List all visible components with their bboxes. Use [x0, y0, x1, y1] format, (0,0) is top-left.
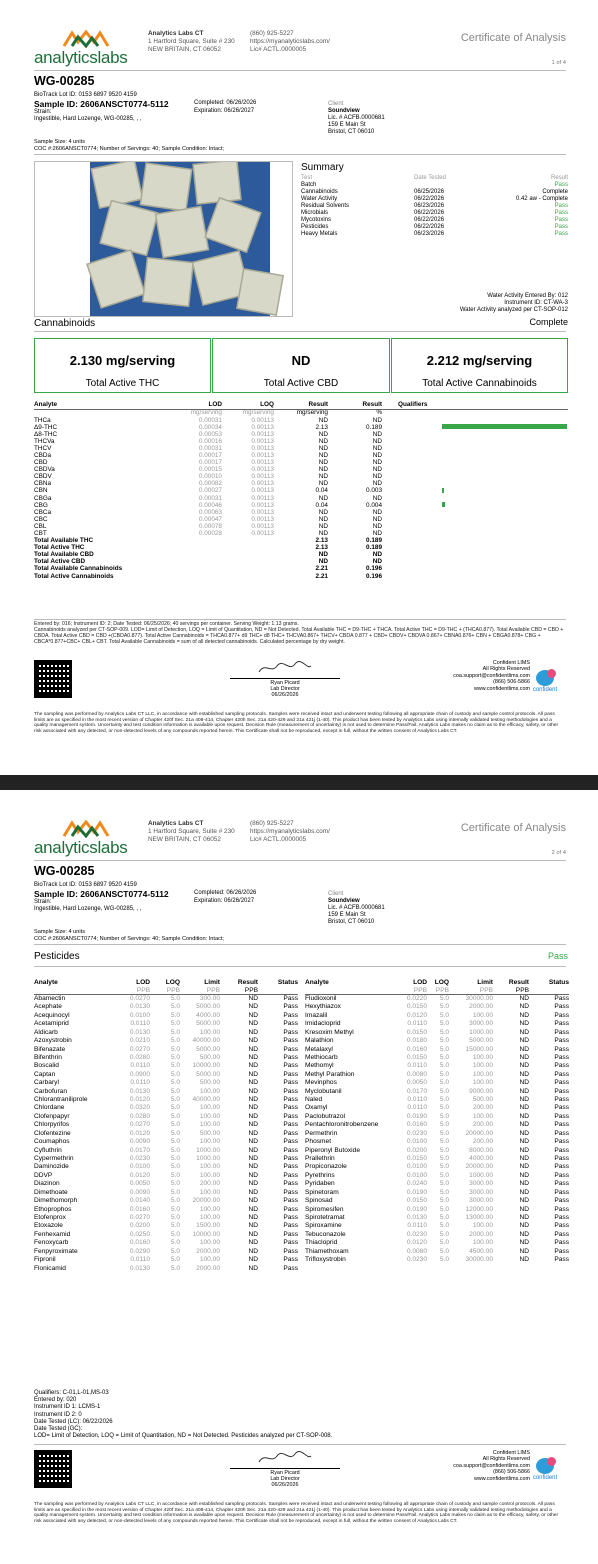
pesticide-table-right: Analyte LOD LOQ Limit Result Status PPB PPB PPB PPB Fludioxonil 0.0220 5.0 30000.00 ND Pass Hexythiazox 0.0150 5.0 2000.00 ND Pass Imazalil 0.0120 5.0 100.00 ND Pass Imidacloprid 0.0110 5.0 3000.00 ND Pass Kresoxim Methyl 0.0150 5.0 1000.00 ND Pass Malathion 0.0180 5.0 5000.00 ND Pass Metalaxyl 0.0160 5.0 15000.00 ND Pass Methiocarb 0.0150 5.0 100.00 ND Pass Methomyl 0.0110 5.0 100.00 ND Pass Methyl Parathion 0.0080 5.0 100.00 ND Pass Mevinphos 0.0050 5.0 100.00 ND Pass Myclobutanil 0.0170 5.0 9000.00 ND Pass Naled 0.0110 5.0 500.00 ND Pass Oxamyl 0.0110 5.0 200.00 ND Pass Paclobutrazol 0.0190 5.0 100.00 ND Pass Pentachloronitrobenzene 0.0160 5.0 200.00 ND Pass Permethrin 0.0230 5.0 20000.00 ND Pass Phosmet 0.0100 5.0 200.00 ND Pass Piperonyl Butoxide 0.0200 5.0 8000.00 ND Pass Prallethrin 0.0150 5.0 4000.00 ND Pass Propiconazole 0.0100 5.0 20000.00 ND Pass Pyrethrins 0.0100 5.0 1000.00 ND Pass Pyridaben 0.0240 5.0 3000.00 ND Pass Spinetoram 0.0190 5.0 3000.00 ND Pass Spinosad 0.0150 5.0 3000.00 ND Pass Spiromesifen 0.0190 5.0 12000.00 ND Pass Spirotetramat 0.0130 5.0 13000.00 ND Pass Spiroxamine 0.0110 5.0 100.00 ND Pass Tebuconazole 0.0230 5.0 2000.00 ND Pass Thiacloprid 0.0120 5.0 100.00 ND Pass Thiamethoxam 0.0080 5.0 4500.00 ND Pass Trifloxystrobin 0.0230 5.0 30000.00 ND Pass [305, 979, 569, 1264]
pesticides-status: Pass [547, 951, 568, 961]
pesticide-row: Tebuconazole 0.0230 5.0 2000.00 ND Pass [305, 1230, 569, 1238]
pesticide-row: Spiroxamine 0.0110 5.0 100.00 ND Pass [305, 1222, 569, 1230]
pesticide-row: Phosmet 0.0100 5.0 200.00 ND Pass [305, 1138, 569, 1146]
pesticide-row: Chlordane 0.0320 5.0 100.00 ND Pass [34, 1104, 298, 1112]
pesticide-row: Etofenprox 0.0270 5.0 100.00 ND Pass [34, 1213, 298, 1221]
signature-image [255, 660, 315, 676]
pesticide-row: Methyl Parathion 0.0080 5.0 100.00 ND Pass [305, 1070, 569, 1078]
confident-logo-2: confident [528, 1458, 562, 1481]
summary-title: Summary [301, 162, 344, 173]
pesticide-row: Prallethrin 0.0150 5.0 4000.00 ND Pass [305, 1155, 569, 1163]
cannabinoid-total-row: Total Active Cannabinoids 2.21 0.196 [34, 572, 382, 580]
doc-id: WG-00285 [34, 74, 95, 88]
signature-block: Ryan Picard Lab Director 06/26/2026 [230, 660, 340, 698]
pesticide-row: Carbaryl 0.0110 5.0 500.00 ND Pass [34, 1079, 298, 1087]
cannabinoid-row: CBT 0.00028 0.00113 ND ND [34, 530, 568, 537]
pesticides-title: Pesticides [34, 951, 80, 962]
pesticide-row: Thiamethoxam 0.0080 5.0 4500.00 ND Pass [305, 1247, 569, 1255]
sample-dates: Completed: 06/26/2026 Expiration: 06/26/2027 [194, 890, 257, 904]
qualifier-cell [382, 530, 568, 537]
logo-word: analytics [34, 48, 98, 67]
cannabinoid-total-row: Total Active CBD ND ND [34, 558, 382, 566]
doc-title: Certificate of Analysis [460, 822, 566, 834]
summary-row: Heavy Metals 06/23/2026 Pass [301, 231, 568, 237]
strain: Strain: Ingestible, Hard Lozenge, WG-00285, , , [34, 899, 142, 912]
pesticide-row: Methomyl 0.0110 5.0 100.00 ND Pass [305, 1062, 569, 1070]
qualifier-cell [382, 516, 568, 523]
result-bar [442, 502, 445, 507]
pesticide-row: Pyridaben 0.0240 5.0 3000.00 ND Pass [305, 1180, 569, 1188]
lims-info-2: Confident LIMS All Rights Reserved coa.support@confidentlims.com (866) 506-5866 www.confidentlims.com [453, 1450, 530, 1482]
cannabinoid-row: CBL 0.00078 0.00113 ND ND [34, 523, 568, 530]
pesticide-row: Thiacloprid 0.0120 5.0 100.00 ND Pass [305, 1239, 569, 1247]
qr-code [34, 660, 72, 698]
pesticide-row: Pentachloronitrobenzene 0.0160 5.0 200.00 ND Pass [305, 1121, 569, 1129]
pesticide-row: Cyfluthrin 0.0170 5.0 1000.00 ND Pass [34, 1146, 298, 1154]
signature-block-2: Ryan Picard Lab Director 06/26/2026 [230, 1450, 340, 1488]
pesticide-table-left: Analyte LOD LOQ Limit Result Status PPB PPB PPB PPB Abamectin 0.0270 5.0 300.00 ND Pass Acephate 0.0130 5.0 5000.00 ND Pass Acequinocyl 0.0100 5.0 4000.00 ND Pass Acetamiprid 0.0110 5.0 5000.00 ND Pass Aldicarb 0.0130 5.0 100.00 ND Pass Azoxystrobin 0.0210 5.0 40000.00 ND Pass Bifenazate 0.0270 5.0 5000.00 ND Pass Bifenthrin 0.0280 5.0 500.00 ND Pass Boscalid 0.0110 5.0 10000.00 ND Pass Captan 0.0900 5.0 5000.00 ND Pass Carbaryl 0.0110 5.0 500.00 ND Pass Carbofuran 0.0130 5.0 100.00 ND Pass Chlorantraniliprole 0.0120 5.0 40000.00 ND Pass Chlordane 0.0320 5.0 100.00 ND Pass Clofenpapyr 0.0280 5.0 100.00 ND Pass Chlorpyrifos 0.0270 5.0 100.00 ND Pass Clofentezine 0.0120 5.0 500.00 ND Pass Coumaphos 0.0090 5.0 100.00 ND Pass Cyfluthrin 0.0170 5.0 1000.00 ND Pass Cypermethrin 0.0230 5.0 1000.00 ND Pass Daminozide 0.0100 5.0 100.00 ND Pass DDVP 0.0120 5.0 100.00 ND Pass Diazinon 0.0050 5.0 200.00 ND Pass Dimethoate 0.0090 5.0 100.00 ND Pass Dimethomorph 0.0140 5.0 20000.00 ND Pass Ethoprophos 0.0160 5.0 100.00 ND Pass Etofenprox 0.0270 5.0 100.00 ND Pass Etoxazole 0.0200 5.0 1500.00 ND Pass Fenhexamid 0.0250 5.0 10000.00 ND Pass Fenoxycarb 0.0160 5.0 100.00 ND Pass Fenpyroximate 0.0290 5.0 2000.00 ND Pass Fipronil 0.0110 5.0 100.00 ND Pass Flonicamid 0.0130 5.0 2000.00 ND Pass [34, 979, 298, 1272]
lab-contact: (860) 925-5227 https://myanalyticslabs.com/ Lic# ACTL.0000005 [250, 820, 330, 843]
cannabinoid-row: CBDVa 0.00015 0.00113 ND ND [34, 466, 568, 473]
total-cannabinoids-box: 2.212 mg/serving Total Active Cannabinoids [391, 338, 568, 393]
pesticide-row: Myclobutanil 0.0170 5.0 9000.00 ND Pass [305, 1087, 569, 1095]
pesticide-row: Propiconazole 0.0100 5.0 20000.00 ND Pass [305, 1163, 569, 1171]
summary-row: Mycotoxins 06/22/2026 Pass [301, 217, 568, 223]
pesticide-row: Etoxazole 0.0200 5.0 1500.00 ND Pass [34, 1222, 298, 1230]
cannabinoid-notes: Entered by: 016; Instrument ID: 2; Date Tested: 06/25/2026; 40 servings per container. Serving Weight: 1.13 grams. Cannabinoids analyzed per CT-SOP-009. LOD= Limit of Detection, LOQ = Limit of Quantitation, ND = Not Detected. Total Available THC = D9-THC + THCA. Total Active THC = D9-THC + (THCA0.877). Total Available CBD = CBD + CBDA. Total Active CBD = CBD +(CBDA0.877). Total Active Cannabinoids = THCA0.877+ d9 THC+ d8 THC+ THCVA0.867+ THCV+ CBDA 0.877 + CBD+ CBDV+ CBDVA 0.867+ CBNA0.876+ CBN + CBGA0.878+ CBG + CBCA*0.877+CBC+ CBL+ CBT. Total Available Cannabinoids = sum of all detected cannabinoids. Calculated percentage by dry weight. [34, 621, 564, 645]
pesticide-row: Clofenpapyr 0.0280 5.0 100.00 ND Pass [34, 1112, 298, 1120]
sample-size: Sample Size: 4 units COC #:2606ANSCT0774; Number of Servings: 40; Sample Condition: Intact; [34, 139, 224, 152]
page-separator [0, 775, 598, 790]
cannabinoid-row: CBDa 0.00017 0.00113 ND ND [34, 452, 568, 459]
pesticide-row: Aldicarb 0.0130 5.0 100.00 ND Pass [34, 1028, 298, 1036]
pesticide-row: Piperonyl Butoxide 0.0200 5.0 8000.00 ND Pass [305, 1146, 569, 1154]
pesticide-row: Coumaphos 0.0090 5.0 100.00 ND Pass [34, 1138, 298, 1146]
pesticide-row: Naled 0.0110 5.0 500.00 ND Pass [305, 1096, 569, 1104]
qualifier-cell [382, 452, 568, 459]
signature-image-2 [255, 1450, 315, 1466]
summary-row: Residual Solvents 06/23/2026 Pass [301, 203, 568, 209]
result-bar [442, 424, 567, 429]
pesticide-row: Daminozide 0.0100 5.0 100.00 ND Pass [34, 1163, 298, 1171]
water-activity-info: Water Activity Entered By: 012 Instrument ID: CT-WA-3 Water Activity analyzed per CT-SOP-012 [459, 293, 568, 313]
pesticide-row: Spinosad 0.0150 5.0 3000.00 ND Pass [305, 1197, 569, 1205]
pesticide-row: Pyrethrins 0.0100 5.0 1000.00 ND Pass [305, 1171, 569, 1179]
summary-row: Pesticides 06/22/2026 Pass [301, 224, 568, 230]
doc-title: Certificate of Analysis [460, 32, 566, 44]
pesticide-row: Chlorantraniliprole 0.0120 5.0 40000.00 ND Pass [34, 1096, 298, 1104]
analytics-labs-logo [34, 30, 138, 68]
pesticide-notes: Qualifiers: C-01,L-01,MS-03 Entered by: 020 Instrument ID 1: LCMS-1 Instrument ID 2: 0 Date Tested (LC): 06/22/2026 Date Tested (GC): LOD= Limit of Detection, LOQ = Limit of Quantitation, ND = Not Detected. Pesticides analyzed per CT-SOP-008. [34, 1390, 333, 1440]
lims-info: Confident LIMS All Rights Reserved coa.support@confidentlims.com (866) 506-5866 www.confidentlims.com [453, 660, 530, 692]
pesticide-row: Oxamyl 0.0110 5.0 200.00 ND Pass [305, 1104, 569, 1112]
pesticide-row: Paclobutrazol 0.0190 5.0 100.00 ND Pass [305, 1112, 569, 1120]
cannabinoids-status: Complete [529, 317, 568, 327]
qualifier-cell [382, 445, 568, 452]
pesticide-row: Imidacloprid 0.0110 5.0 3000.00 ND Pass [305, 1020, 569, 1028]
pesticide-row: Chlorpyrifos 0.0270 5.0 100.00 ND Pass [34, 1121, 298, 1129]
doc-id: WG-00285 [34, 864, 95, 878]
cannabinoid-row: CBC 0.00047 0.00113 ND ND [34, 516, 568, 523]
cannabinoid-row: Δ8-THC 0.00053 0.00113 ND ND [34, 431, 568, 438]
sample-id: Sample ID: 2606ANSCT0774-5112 [34, 889, 169, 899]
pesticide-row: Fenhexamid 0.0250 5.0 10000.00 ND Pass [34, 1230, 298, 1238]
cannabinoid-row: CBG 0.00046 0.00113 0.04 0.004 [34, 502, 568, 509]
qualifier-cell [382, 417, 568, 424]
cannabinoid-total-row: Total Active THC 2.13 0.189 [34, 544, 382, 552]
pesticide-row: Mevinphos 0.0050 5.0 100.00 ND Pass [305, 1079, 569, 1087]
pesticide-row: Flonicamid 0.0130 5.0 2000.00 ND Pass [34, 1264, 298, 1272]
summary-panel [301, 162, 568, 238]
qualifier-cell [382, 466, 568, 473]
pesticide-row: Imazalil 0.0120 5.0 100.00 ND Pass [305, 1011, 569, 1019]
qualifier-cell [382, 495, 568, 502]
summary-row: Water Activity 06/22/2026 0.42 aw - Complete [301, 196, 568, 202]
cannabinoids-title: Cannabinoids [34, 318, 96, 329]
pesticide-row: Dimethoate 0.0090 5.0 100.00 ND Pass [34, 1188, 298, 1196]
pesticide-row: Acequinocyl 0.0100 5.0 4000.00 ND Pass [34, 1011, 298, 1019]
qualifier-cell [382, 431, 568, 438]
total-thc-box: 2.130 mg/serving Total Active THC [34, 338, 211, 393]
result-bar [442, 488, 444, 493]
pesticide-row: Diazinon 0.0050 5.0 200.00 ND Pass [34, 1180, 298, 1188]
biotrack-id: BioTrack Lot ID: 0153 6897 9520 4159 [34, 92, 137, 98]
qualifier-cell [382, 509, 568, 516]
pesticide-row: Clofentezine 0.0120 5.0 500.00 ND Pass [34, 1129, 298, 1137]
pesticide-row: Captan 0.0900 5.0 5000.00 ND Pass [34, 1070, 298, 1078]
pesticide-row: Spirotetramat 0.0130 5.0 13000.00 ND Pass [305, 1213, 569, 1221]
cannabinoid-row: CBN 0.00027 0.00113 0.04 0.003 [34, 487, 568, 494]
cannabinoid-row: CBCa 0.00063 0.00113 ND ND [34, 509, 568, 516]
pesticide-row: Bifenazate 0.0270 5.0 5000.00 ND Pass [34, 1045, 298, 1053]
confident-logo: confident [528, 670, 562, 693]
cannabinoid-table: Analyte LOD LOQ Result Result Qualifiers mg/serving mg/serving mg/serving % THCa 0.00031 0.00113 ND ND Δ9-THC 0.00034 0.00113 2.13 0.189 Δ8-THC 0.00053 0.00113 ND ND THCVa 0.00016 0.00113 ND ND THCV 0.00031 0.00113 ND ND CBDa 0.00017 0.00113 ND ND CBD 0.00017 0.00113 ND ND CBDVa 0.00015 0.00113 ND ND CBDV 0.00010 0.00113 ND ND CBNa 0.00082 0.00113 ND ND CBN 0.00027 0.00113 0.04 0.003 CBGa 0.00031 0.00113 ND ND CBG 0.00046 0.00113 0.04 0.004 CBCa 0.00063 0.00113 ND ND CBC 0.00047 0.00113 ND ND CBL 0.00078 0.00113 ND ND CBT 0.00028 0.00113 ND ND Total Available THC 2.13 0.189 Total Active THC 2.13 0.189 Total Available CBD ND ND Total Active CBD ND ND Total Available Cannabinoids 2.21 0.196 Total Active Cannabinoids 2.21 0.196 [34, 401, 568, 580]
pesticide-row: Hexythiazox 0.0150 5.0 2000.00 ND Pass [305, 1003, 569, 1011]
pesticide-row: Carbofuran 0.0130 5.0 100.00 ND Pass [34, 1087, 298, 1095]
pesticide-row: Metalaxyl 0.0160 5.0 15000.00 ND Pass [305, 1045, 569, 1053]
biotrack-id: BioTrack Lot ID: 0153 6897 9520 4159 [34, 882, 137, 888]
client-info: Client Soundview Lic. # ACFB.0000681 159 E Main St Bristol, CT 06010 [328, 891, 385, 925]
cannabinoid-row: CBGa 0.00031 0.00113 ND ND [34, 495, 568, 502]
lab-address: Analytics Labs CT 1 Hartford Square, Suite # 230 NEW BRITAIN, CT 06052 [148, 30, 235, 53]
disclaimer-2: The sampling was performed by Analytics Labs CT LLC, in accordance with established sampling protocols. Samples were received intact and underwent testing following all appropriate chain of custody and sample control protocols. All pass limits are as specified in the most recent version of Chapter 420f Sec. 21a 408-414, Chapter 420h Sec. 21a 420-429 and 21a 421j (1-40). This product has been tested by Analytics Labs using internally validated testing methodologies and a quality management system. Uncertainty and test condition information is available upon request. Decision Rule (measurement of uncertainty) is not used to determine Pass/Fail. Analytics Labs makes no claim as to the efficacy, safety, or other risk associated with any detected, or non-detected levels of any compounds reported herein. This Certificate shall not be reproduced, except in full, without the written consent of Analytics Labs CT. [34, 1502, 559, 1524]
pesticide-row: Abamectin 0.0270 5.0 300.00 ND Pass [34, 995, 298, 1002]
summary-row: Batch Pass [301, 182, 568, 188]
logo-word-2: labs [97, 48, 128, 67]
pesticide-row: Trifloxystrobin 0.0230 5.0 30000.00 ND Pass [305, 1256, 569, 1264]
pesticide-row: Dimethomorph 0.0140 5.0 20000.00 ND Pass [34, 1197, 298, 1205]
sample-size: Sample Size: 4 units COC #:2606ANSCT0774; Number of Servings: 40; Sample Condition: Intact; [34, 929, 224, 942]
pesticide-row: Cypermethrin 0.0230 5.0 1000.00 ND Pass [34, 1155, 298, 1163]
pesticide-row: Acephate 0.0130 5.0 5000.00 ND Pass [34, 1003, 298, 1011]
cannabinoid-total-row: Total Available THC 2.13 0.189 [34, 537, 382, 545]
total-cbd-box: ND Total Active CBD [212, 338, 390, 393]
pesticide-row: Ethoprophos 0.0160 5.0 100.00 ND Pass [34, 1205, 298, 1213]
cannabinoid-total-row: Total Available Cannabinoids 2.21 0.196 [34, 565, 382, 573]
sample-dates: Completed: 06/26/2026 Expiration: 06/26/2027 [194, 100, 257, 114]
strain: Strain: Ingestible, Hard Lozenge, WG-00285, , , [34, 109, 142, 122]
qualifier-cell [382, 438, 568, 445]
cannabinoid-row: CBNa 0.00082 0.00113 ND ND [34, 480, 568, 487]
qualifier-cell [382, 473, 568, 480]
pesticide-row: Fenoxycarb 0.0160 5.0 100.00 ND Pass [34, 1239, 298, 1247]
pesticide-row: Spiromesifen 0.0190 5.0 12000.00 ND Pass [305, 1205, 569, 1213]
qr-code-2 [34, 1450, 72, 1488]
qualifier-cell [382, 523, 568, 530]
pesticide-row: Fludioxonil 0.0220 5.0 30000.00 ND Pass [305, 995, 569, 1002]
cannabinoid-row: THCa 0.00031 0.00113 ND ND [34, 417, 568, 424]
pesticide-row: Kresoxim Methyl 0.0150 5.0 1000.00 ND Pass [305, 1028, 569, 1036]
cannabinoid-row: THCV 0.00031 0.00113 ND ND [34, 445, 568, 452]
qualifier-cell [382, 480, 568, 487]
summary-header: Test Date Tested Result [301, 175, 568, 181]
cannabinoid-row: THCVa 0.00016 0.00113 ND ND [34, 438, 568, 445]
cannabinoid-total-row: Total Available CBD ND ND [34, 551, 382, 559]
lab-contact: (860) 925-5227 https://myanalyticslabs.com/ Lic# ACTL.0000005 [250, 30, 330, 53]
cannabinoid-row: CBD 0.00017 0.00113 ND ND [34, 459, 568, 466]
client-info: Client Soundview Lic. # ACFB.0000681 159 E Main St Bristol, CT 06010 [328, 101, 385, 135]
page-number: 1 of 4 [551, 60, 566, 66]
qualifier-cell [382, 424, 568, 431]
pesticide-row: Malathion 0.0180 5.0 5000.00 ND Pass [305, 1037, 569, 1045]
product-photo [34, 161, 293, 317]
pesticide-row: Spinetoram 0.0190 5.0 3000.00 ND Pass [305, 1188, 569, 1196]
qualifier-cell [382, 502, 568, 509]
disclaimer: The sampling was performed by Analytics Labs CT LLC, in accordance with established sampling protocols. Samples were received intact and underwent testing following all appropriate chain of custody and sample control protocols. All pass limits are as specified in the most recent version of Chapter 420f Sec. 21a 408-414, Chapter 420h Sec. 21a 420-429 and 21a 421j (1-40). This product has been tested by Analytics Labs using internally validated testing methodologies and a quality management system. Uncertainty and test condition information is available upon request. Decision Rule (measurement of uncertainty) is not used to determine Pass/Fail. Analytics Labs makes no claim as to the efficacy, safety, or other risk associated with any detected, or non-detected levels of any compounds reported herein. This Certificate shall not be reproduced, except in full, without the written consent of Analytics Labs CT. [34, 712, 559, 734]
pesticide-row: Bifenthrin 0.0280 5.0 500.00 ND Pass [34, 1053, 298, 1061]
cannabinoid-row: Δ9-THC 0.00034 0.00113 2.13 0.189 [34, 424, 568, 431]
cannabinoid-row: CBDV 0.00010 0.00113 ND ND [34, 473, 568, 480]
pesticide-row: Fenpyroximate 0.0290 5.0 2000.00 ND Pass [34, 1247, 298, 1255]
summary-row: Cannabinoids 06/25/2026 Complete [301, 189, 568, 195]
pesticide-row: Boscalid 0.0110 5.0 10000.00 ND Pass [34, 1062, 298, 1070]
pesticide-row: Fipronil 0.0110 5.0 100.00 ND Pass [34, 1256, 298, 1264]
pesticide-row: Azoxystrobin 0.0210 5.0 40000.00 ND Pass [34, 1037, 298, 1045]
qualifier-cell [382, 459, 568, 466]
pesticide-row: Methiocarb 0.0150 5.0 100.00 ND Pass [305, 1053, 569, 1061]
qualifier-cell [382, 487, 568, 494]
page-number: 2 of 4 [551, 850, 566, 856]
analytics-labs-logo: analyticslabs [34, 820, 138, 858]
pesticide-row: DDVP 0.0120 5.0 100.00 ND Pass [34, 1171, 298, 1179]
coa-page-1 [0, 0, 598, 775]
sample-id: Sample ID: 2606ANSCT0774-5112 [34, 99, 169, 109]
pesticide-row: Acetamiprid 0.0110 5.0 5000.00 ND Pass [34, 1020, 298, 1028]
summary-row: Microbials 06/22/2026 Pass [301, 210, 568, 216]
pesticide-row: Permethrin 0.0230 5.0 20000.00 ND Pass [305, 1129, 569, 1137]
lab-address: Analytics Labs CT 1 Hartford Square, Suite # 230 NEW BRITAIN, CT 06052 [148, 820, 235, 843]
